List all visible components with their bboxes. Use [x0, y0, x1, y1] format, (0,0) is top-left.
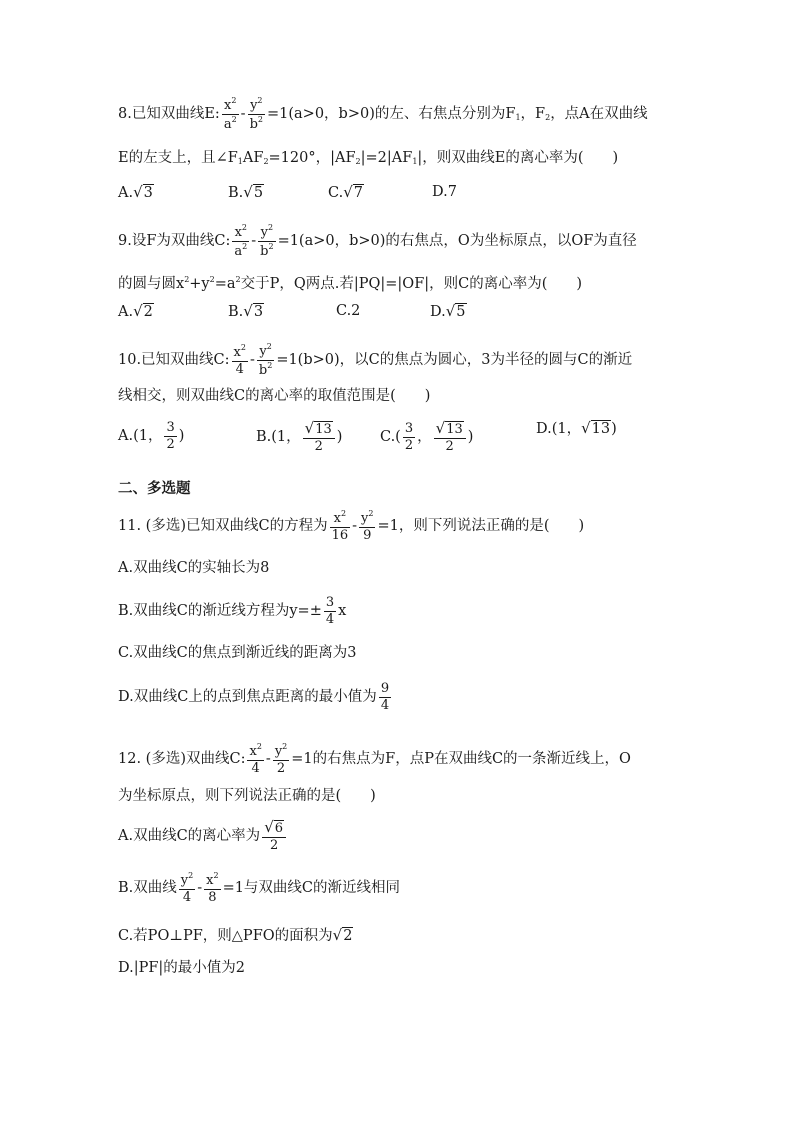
q11-stem: 11. (多选)已知双曲线C的方程为 — [118, 518, 328, 535]
q12-option-a — [118, 820, 288, 852]
text: 2 — [276, 760, 286, 776]
text: 2 — [282, 742, 288, 751]
text: a — [234, 243, 243, 259]
q11-option-d — [118, 682, 393, 712]
text: 9 — [380, 681, 390, 696]
text: C.若PO⊥PF，则△PFO的面积为 — [118, 928, 333, 944]
text: y — [180, 873, 189, 888]
q10-stem: 10.已知双曲线C: — [118, 352, 230, 369]
fraction — [324, 596, 336, 626]
q11-option-c: C.双曲线C的焦点到渐近线的距离为3 — [118, 645, 357, 661]
text: 3 — [325, 595, 335, 610]
text: 3 — [143, 185, 153, 201]
q10-option-d — [536, 421, 617, 437]
text: y — [260, 225, 268, 240]
q11-option-b — [118, 596, 346, 626]
q9-option-d — [430, 304, 467, 320]
text: D.(1， — [536, 421, 582, 437]
fraction — [403, 422, 415, 452]
q10-line2 — [118, 389, 430, 404]
text: 2 — [188, 871, 194, 880]
text: =1(a>0，b>0)的右焦点，O为坐标原点，以OF为直径 — [277, 233, 637, 250]
text: 13 — [446, 422, 463, 437]
text: 2 — [355, 157, 361, 166]
q9-option-c: C.2 — [336, 303, 361, 319]
text: ) — [178, 428, 185, 445]
text: - — [265, 751, 271, 768]
q8-option-a — [118, 185, 154, 201]
text: 3 — [253, 304, 264, 320]
text: 16 — [331, 527, 349, 543]
text: |=2|AF — [360, 150, 413, 166]
text: - — [249, 352, 255, 369]
q10-option-c — [380, 421, 473, 453]
text: 4 — [325, 611, 335, 627]
sqrt: √13 — [435, 419, 463, 437]
text: ，点A在双曲线 — [550, 106, 648, 123]
q12-stem: 12. (多选)双曲线C: — [118, 751, 246, 768]
q8-option-c — [328, 185, 364, 201]
text: B. — [228, 185, 244, 201]
q8-line1 — [118, 97, 648, 131]
q9-line1 — [118, 224, 637, 258]
text: =120°，|AF — [268, 150, 356, 166]
text: 2 — [340, 509, 347, 518]
text: ) — [336, 429, 343, 446]
text: B.(1， — [256, 429, 301, 446]
text: x — [224, 98, 232, 113]
text: - — [251, 233, 257, 250]
text: x — [249, 744, 257, 759]
text: y — [274, 744, 283, 759]
text: B.双曲线 — [118, 880, 177, 897]
text: 2 — [269, 837, 279, 853]
text: 1 — [412, 157, 418, 166]
text: 的圆与圆x — [118, 276, 185, 292]
text: ，F — [520, 106, 546, 123]
text: 2 — [213, 871, 219, 880]
fraction — [232, 344, 248, 376]
sqrt: √2 — [332, 926, 353, 944]
text: y — [250, 98, 258, 113]
q8-option-b — [228, 185, 264, 201]
text: - — [352, 518, 358, 535]
text: a — [223, 116, 232, 132]
text: x — [233, 345, 241, 360]
text: 2 — [184, 275, 190, 284]
text: 4 — [380, 697, 390, 713]
text: b — [258, 362, 268, 378]
text: B. — [228, 304, 244, 320]
q9-stem: 9.设F为双曲线C: — [118, 233, 231, 250]
sqrt: √13 — [581, 419, 611, 437]
fraction — [330, 510, 351, 542]
text: 4 — [182, 889, 192, 905]
sqrt: √3 — [243, 302, 264, 320]
text: 13 — [591, 421, 611, 437]
text: 2 — [257, 96, 263, 105]
text: - — [240, 106, 246, 123]
text: 5 — [253, 185, 264, 201]
sqrt: √6 — [264, 818, 284, 836]
text: C. — [328, 185, 344, 201]
text: b — [249, 116, 258, 132]
text: 6 — [274, 821, 284, 836]
fraction — [379, 682, 391, 712]
q12-option-c — [118, 928, 353, 944]
text: |，则双曲线E的离心率为( ) — [417, 150, 619, 166]
text: A.双曲线C的离心率为 — [118, 828, 261, 845]
fraction — [232, 224, 249, 258]
fraction — [303, 421, 335, 453]
text: y — [361, 511, 369, 526]
q12-option-b — [118, 872, 400, 904]
text: x — [234, 225, 242, 240]
text: 9 — [363, 527, 372, 543]
text: =1(a>0，b>0)的左、右焦点分别为F — [267, 106, 516, 123]
text: 2 — [268, 241, 274, 251]
text: 2 — [235, 275, 241, 284]
text: 3 — [166, 420, 175, 435]
fraction — [359, 510, 375, 542]
text: - — [197, 880, 203, 897]
text: 2 — [267, 360, 273, 370]
fraction — [257, 343, 274, 377]
q10-option-b — [256, 421, 342, 453]
fraction — [222, 97, 239, 131]
text: C.( — [380, 429, 401, 446]
text: B.双曲线C的渐近线方程为y=± — [118, 603, 322, 620]
text: 8 — [208, 889, 217, 905]
text: 2 — [545, 113, 551, 123]
text: 2 — [209, 275, 215, 284]
q12-line2: 为坐标原点，则下列说法正确的是( ) — [118, 788, 376, 804]
fraction — [434, 421, 466, 453]
text: 2 — [266, 342, 272, 351]
text: 1 — [515, 113, 521, 123]
text: 2 — [231, 96, 237, 105]
text: 2 — [256, 742, 262, 751]
q12-line1 — [118, 743, 631, 775]
text: 1 — [237, 157, 243, 166]
text: =a — [214, 276, 236, 292]
sqrt: √5 — [243, 183, 264, 201]
q9-line2 — [118, 276, 582, 292]
sqrt: √5 — [445, 302, 466, 320]
text: 7 — [353, 185, 363, 201]
text: A.(1， — [118, 428, 163, 445]
text: 线相交，则双曲线C的离心率的取值范围是( ) — [118, 388, 431, 404]
text: AF — [242, 150, 264, 166]
text: D. — [430, 304, 446, 320]
text: x — [333, 511, 341, 526]
text: 2 — [240, 343, 246, 352]
q8-stem: 8.已知双曲线E: — [118, 106, 220, 123]
text: 5 — [456, 304, 466, 320]
fraction — [262, 820, 286, 852]
q10-option-a — [118, 421, 184, 451]
text: b — [260, 243, 269, 259]
sqrt: √3 — [133, 183, 153, 201]
fraction — [258, 224, 275, 258]
text: 2 — [368, 509, 374, 518]
text: 2 — [343, 928, 353, 944]
sqrt: √7 — [343, 183, 363, 201]
text: 4 — [251, 760, 260, 776]
text: ， — [417, 429, 432, 446]
text: E的左支上，且∠F — [118, 150, 238, 166]
text: y — [259, 344, 267, 359]
sqrt: √13 — [304, 419, 332, 437]
text: x — [206, 873, 214, 888]
text: =1，则下列说法正确的是( ) — [377, 518, 585, 535]
fraction — [273, 743, 289, 775]
fraction — [247, 743, 263, 775]
fraction — [204, 872, 220, 904]
text: =1与双曲线C的渐近线相同 — [222, 880, 401, 897]
text: 2 — [241, 223, 248, 232]
text: +y — [189, 276, 210, 292]
text: 2 — [143, 304, 153, 320]
text: =1(b>0)，以C的焦点为圆心，3为半径的圆与C的渐近 — [276, 352, 633, 369]
q11-option-a: A.双曲线C的实轴长为8 — [118, 560, 270, 576]
text: ) — [467, 429, 474, 446]
fraction — [248, 97, 265, 131]
text: =1的右焦点为F，点P在双曲线C的一条渐近线上，O — [291, 751, 631, 768]
text: 2 — [257, 114, 263, 124]
q11-line1 — [118, 510, 584, 542]
text: ) — [611, 421, 617, 437]
text: x — [338, 603, 347, 620]
text: A. — [118, 185, 134, 201]
text: 2 — [404, 437, 414, 453]
q8-line2 — [118, 151, 618, 166]
text: 2 — [445, 438, 454, 454]
text: 交于P，Q两点.若|PQ|=|OF|，则C的离心率为( ) — [240, 276, 583, 292]
text: 2 — [314, 438, 323, 454]
fraction — [164, 421, 176, 451]
text: 2 — [267, 223, 274, 232]
text: 3 — [404, 421, 414, 437]
text: 2 — [231, 114, 237, 124]
text: 2 — [263, 157, 269, 166]
q12-option-d: D.|PF|的最小值为2 — [118, 960, 246, 976]
fraction — [179, 872, 195, 904]
q9-option-a — [118, 304, 154, 320]
text: 4 — [235, 361, 244, 377]
text: D.双曲线C上的点到焦点距离的最小值为 — [118, 689, 377, 706]
text: 13 — [315, 422, 332, 437]
section-heading: 二、多选题 — [118, 481, 191, 497]
text: A. — [118, 304, 134, 320]
q9-option-b — [228, 304, 264, 320]
text: 2 — [166, 436, 175, 452]
text: 2 — [242, 241, 248, 251]
sqrt: √2 — [133, 302, 153, 320]
q8-option-d: D.7 — [432, 184, 457, 200]
q10-line1 — [118, 343, 632, 377]
